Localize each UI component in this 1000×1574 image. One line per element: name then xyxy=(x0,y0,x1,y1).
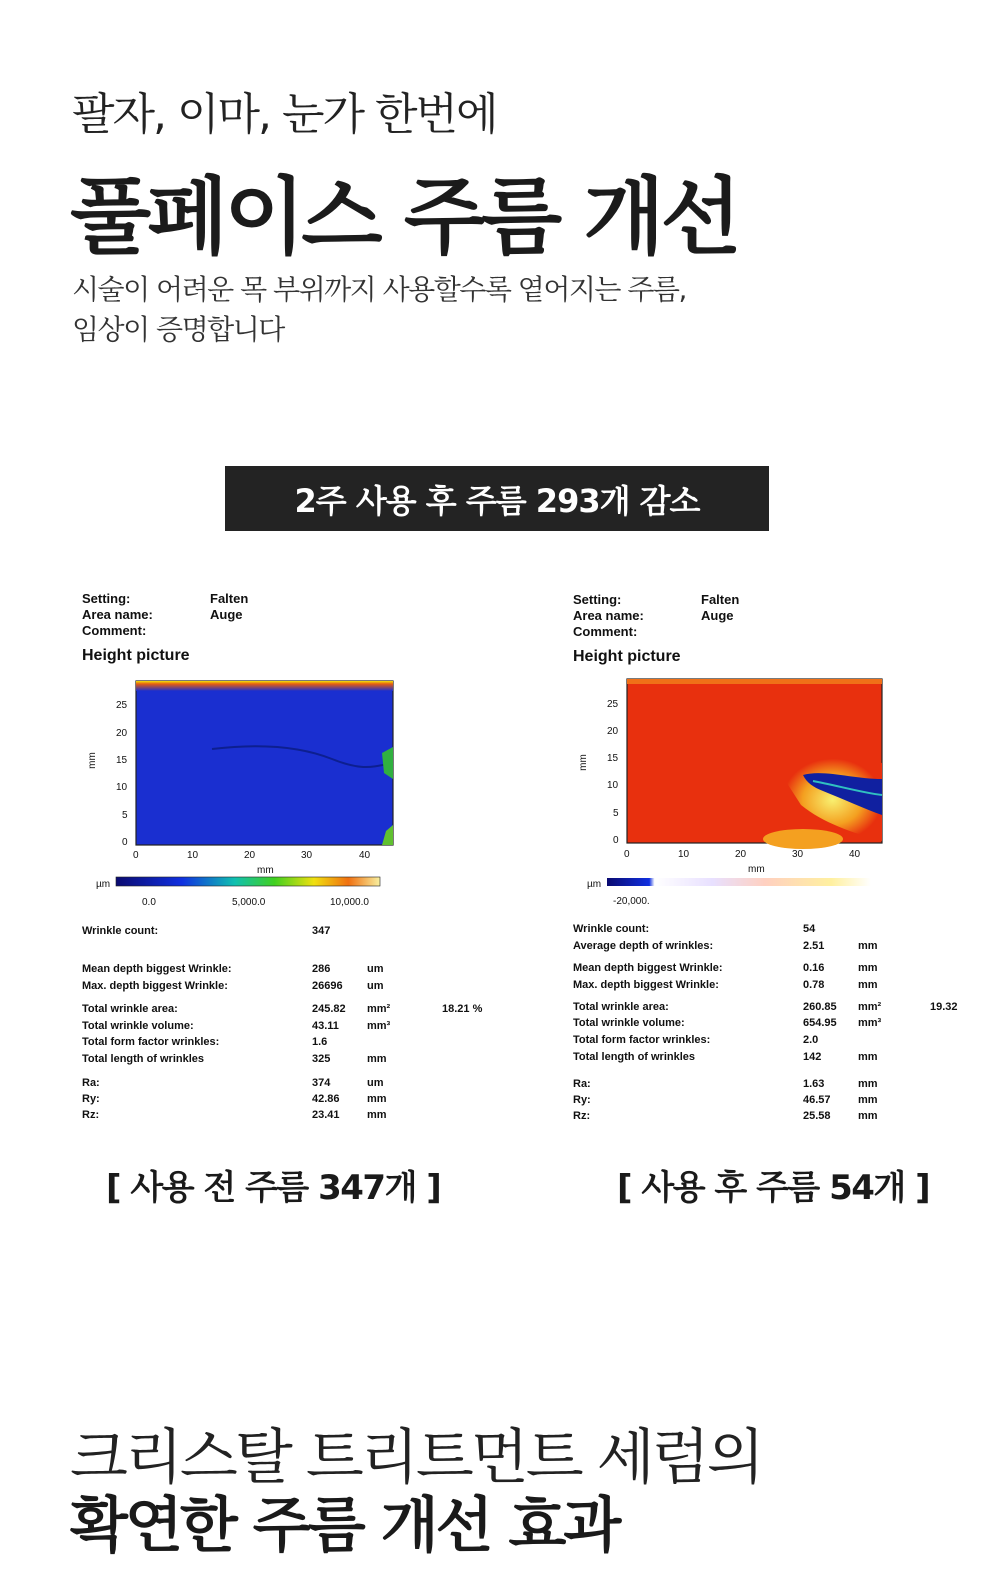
stat-value: 0.16 xyxy=(803,962,825,974)
y-tick: 15 xyxy=(116,755,128,766)
stat-value: 43.11 xyxy=(312,1020,339,1032)
stat-unit: mm xyxy=(367,1053,387,1065)
stat-label: Ra: xyxy=(573,1078,591,1090)
stat-label: Total length of wrinkles xyxy=(573,1051,696,1063)
meta-key: Setting: xyxy=(82,591,131,606)
stat-value: 25.58 xyxy=(803,1110,831,1122)
stat-value: 374 xyxy=(312,1077,331,1089)
closing-headline-line-1: 크리스탈 트리트먼트 세럼의 xyxy=(70,1423,762,1493)
stat-value: 347 xyxy=(312,925,331,937)
y-tick: 0 xyxy=(122,837,128,848)
stat-label: Total wrinkle volume: xyxy=(82,1020,194,1032)
stat-label: Wrinkle count: xyxy=(573,923,650,935)
x-tick: 0 xyxy=(133,850,139,861)
stat-value: 0.78 xyxy=(803,979,825,991)
height-picture-title: Height picture xyxy=(573,648,681,665)
caption-before: [ 사용 전 주름 347개 ] xyxy=(106,1168,441,1208)
x-tick: 20 xyxy=(244,850,256,861)
stat-value: 46.57 xyxy=(803,1094,831,1106)
stat-value: 1.63 xyxy=(803,1078,825,1090)
stat-value: 325 xyxy=(312,1053,331,1065)
meta-value: Falten xyxy=(701,592,740,607)
meta-key: Comment: xyxy=(82,623,147,638)
stat-label: Total wrinkle volume: xyxy=(573,1017,685,1029)
x-tick: 0 xyxy=(624,849,630,860)
y-tick: 15 xyxy=(607,753,619,764)
stat-label: Rz: xyxy=(82,1109,100,1121)
stat-value: 42.86 xyxy=(312,1093,340,1105)
y-axis-label: mm xyxy=(577,754,589,771)
stat-label: Ra: xyxy=(82,1077,100,1089)
x-tick: 10 xyxy=(678,849,690,860)
stat-unit: mm xyxy=(858,962,878,974)
stat-percent: 18.21 % xyxy=(442,1003,483,1015)
meta-value: Falten xyxy=(210,591,249,606)
stat-label: Total wrinkle area: xyxy=(573,1001,669,1013)
x-axis-label: mm xyxy=(748,864,765,875)
colorbar xyxy=(607,878,871,886)
y-tick: 20 xyxy=(607,726,619,737)
result-banner: 2주 사용 후 주름 293개 감소 xyxy=(225,466,769,531)
meta-value: Auge xyxy=(701,608,734,623)
stat-value: 23.41 xyxy=(312,1109,340,1121)
stat-value: 2.51 xyxy=(803,940,825,952)
stat-percent: 19.32 xyxy=(930,1001,958,1013)
stat-unit: mm xyxy=(858,940,878,952)
stat-value: 245.82 xyxy=(312,1003,346,1015)
stat-value: 2.0 xyxy=(803,1034,819,1046)
stat-label: Mean depth biggest Wrinkle: xyxy=(573,962,723,974)
stat-value: 654.95 xyxy=(803,1017,837,1029)
meta-key: Area name: xyxy=(82,607,153,622)
stat-unit: mm³ xyxy=(858,1017,882,1029)
description xyxy=(72,270,686,350)
stat-label: Ry: xyxy=(82,1093,100,1105)
main-headline: 풀페이스 주름 개선 xyxy=(70,168,738,266)
wrinkle-zone xyxy=(763,829,843,849)
y-tick: 10 xyxy=(116,782,128,793)
stat-unit: mm² xyxy=(858,1001,882,1013)
height-map-edge xyxy=(627,679,882,684)
stat-unit: um xyxy=(367,963,384,975)
stat-value: 54 xyxy=(803,923,816,935)
description-line-2: 임상이 증명합니다 xyxy=(72,313,284,346)
stat-unit: um xyxy=(367,1077,384,1089)
stat-value: 286 xyxy=(312,963,331,975)
stat-value: 142 xyxy=(803,1051,822,1063)
report-after xyxy=(573,585,1000,1145)
stat-unit: mm xyxy=(858,1110,878,1122)
stat-unit: mm xyxy=(367,1109,387,1121)
x-tick: 30 xyxy=(792,849,804,860)
stat-unit: mm xyxy=(858,1094,878,1106)
colorbar xyxy=(116,877,380,886)
height-map-edge xyxy=(136,681,393,691)
stat-value: 1.6 xyxy=(312,1036,328,1048)
stat-label: Wrinkle count: xyxy=(82,925,159,937)
x-tick: 30 xyxy=(301,850,313,861)
y-tick: 10 xyxy=(607,780,619,791)
x-tick: 20 xyxy=(735,849,747,860)
meta-key: Comment: xyxy=(573,624,638,639)
stat-label: Total form factor wrinkles: xyxy=(82,1036,220,1048)
stat-unit: mm xyxy=(858,1051,878,1063)
height-picture-title: Height picture xyxy=(82,647,190,664)
y-tick: 0 xyxy=(613,835,619,846)
stat-label: Total length of wrinkles xyxy=(82,1053,205,1065)
y-tick: 5 xyxy=(613,808,619,819)
stat-label: Total form factor wrinkles: xyxy=(573,1034,711,1046)
sub-headline: 팔자, 이마, 눈가 한번에 xyxy=(72,89,497,140)
meta-key: Setting: xyxy=(573,592,622,607)
colorbar-tick: -20,000. xyxy=(613,896,650,907)
x-tick: 40 xyxy=(359,850,371,861)
x-axis-label: mm xyxy=(257,865,274,876)
closing-headline-line-2: 확연한 주름 개선 효과 xyxy=(70,1491,619,1561)
x-tick: 40 xyxy=(849,849,861,860)
y-tick: 20 xyxy=(116,728,128,739)
height-picture-chart xyxy=(82,675,412,915)
stat-label: Max. depth biggest Wrinkle: xyxy=(82,980,228,992)
stat-label: Average depth of wrinkles: xyxy=(573,940,714,952)
caption-after: [ 사용 후 주름 54개 ] xyxy=(617,1168,930,1208)
stat-unit: mm xyxy=(367,1093,387,1105)
height-picture-chart xyxy=(573,673,903,913)
stat-unit: mm xyxy=(858,979,878,991)
x-tick: 10 xyxy=(187,850,199,861)
colorbar-unit: µm xyxy=(96,879,111,890)
y-tick: 25 xyxy=(607,699,619,710)
stat-unit: um xyxy=(367,980,384,992)
y-axis-label: mm xyxy=(86,752,98,769)
stat-label: Mean depth biggest Wrinkle: xyxy=(82,963,232,975)
stat-unit: mm³ xyxy=(367,1020,391,1032)
colorbar-tick: 0.0 xyxy=(142,897,156,908)
colorbar-unit: µm xyxy=(587,879,602,890)
height-map-area xyxy=(136,681,393,845)
stat-unit: mm² xyxy=(367,1003,391,1015)
meta-key: Area name: xyxy=(573,608,644,623)
stat-label: Rz: xyxy=(573,1110,591,1122)
colorbar-tick: 5,000.0 xyxy=(232,897,266,908)
stat-value: 260.85 xyxy=(803,1001,837,1013)
stat-unit: mm xyxy=(858,1078,878,1090)
y-tick: 5 xyxy=(122,810,128,821)
meta-value: Auge xyxy=(210,607,243,622)
y-tick: 25 xyxy=(116,700,128,711)
report-before xyxy=(82,585,512,1145)
stat-label: Ry: xyxy=(573,1094,591,1106)
stat-label: Total wrinkle area: xyxy=(82,1003,178,1015)
description-line-1: 시술이 어려운 목 부위까지 사용할수록 옅어지는 주름, xyxy=(72,273,686,306)
stat-label: Max. depth biggest Wrinkle: xyxy=(573,979,719,991)
colorbar-tick: 10,000.0 xyxy=(330,897,369,908)
stat-value: 26696 xyxy=(312,980,343,992)
